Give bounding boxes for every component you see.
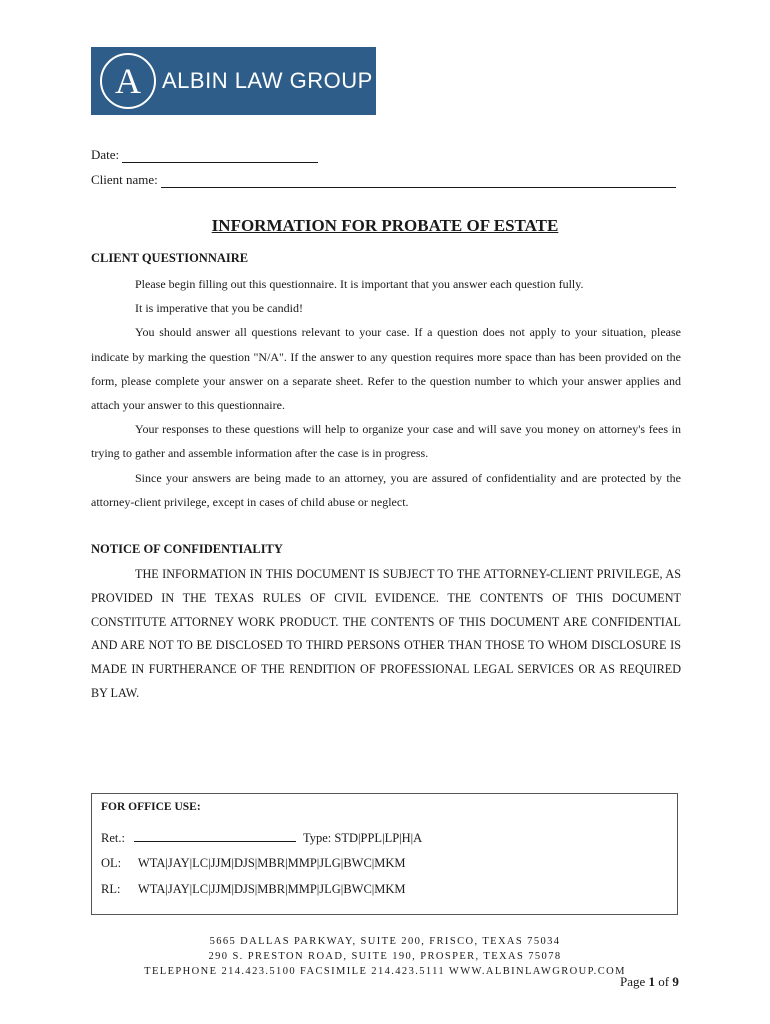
paragraph-1: Please begin filling out this questionnaire. It is important that you answer each question fully. [135, 277, 584, 291]
rl-row [101, 882, 406, 897]
client-name-field [91, 172, 676, 188]
ret-blank[interactable] [134, 829, 296, 842]
ret-row [101, 829, 422, 846]
document-title: INFORMATION FOR PROBATE OF ESTATE [211, 216, 559, 235]
page-number: Page 1 of 9 [620, 974, 679, 989]
ol-values: WTA|JAY|LC|JJM|DJS|MBR|MMP|JLG|BWC|MKM [137, 856, 406, 870]
paragraph-2: It is imperative that you be candid! [135, 301, 303, 316]
questionnaire-heading: CLIENT QUESTIONNAIRE [91, 251, 249, 265]
office-use-heading: FOR OFFICE USE: [101, 801, 201, 813]
rl-label: RL: [101, 882, 121, 896]
notice-heading: NOTICE OF CONFIDENTIALITY [91, 542, 283, 556]
paragraph-5: Since your answers are being made to an attorney, you are assured of confidentiality and are protected by the attorney-client privilege, except in cases of child abuse or neglect. [91, 470, 681, 509]
footer-address-2: 290 S. PRESTON ROAD, SUITE 190, PROSPER, TEXAS 75078 [208, 951, 562, 962]
ol-row [101, 856, 406, 871]
paragraph-3: You should answer all questions relevant to your case. If a question does not apply to your situation, please indicate by marking the question "N/A". If the answer to any question requires more space than has been provided on the form, please complete your answer on a separate sheet. Refer to the question number to which your answer applies and attach your answer to this questionnaire. [91, 325, 681, 413]
rl-values: WTA|JAY|LC|JJM|DJS|MBR|MMP|JLG|BWC|MKM [137, 882, 406, 896]
ol-label: OL: [101, 856, 122, 870]
logo-firm-name: ALBIN LAW GROUP [162, 68, 373, 93]
paragraph-4: Your responses to these questions will help to organize your case and will save you money on attorney's fees in trying to gather and assemble information after the case is in progress. [91, 422, 681, 461]
office-use-box [91, 793, 678, 915]
logo-monogram: A [100, 53, 156, 109]
firm-logo [91, 47, 376, 115]
ret-label: Ret.: [101, 831, 125, 845]
date-label: Date: [91, 147, 120, 162]
client-name-blank[interactable] [161, 173, 676, 188]
questionnaire-body [91, 272, 681, 514]
notice-body: THE INFORMATION IN THIS DOCUMENT IS SUBJECT TO THE ATTORNEY-CLIENT PRIVILEGE, AS PROVIDED IN THE TEXAS RULES OF CIVIL EVIDENCE. THE CONTENTS OF THIS DOCUMENT CONSTITUTE ATTORNEY WORK PRODUCT. THE CONTENTS OF THIS DOCUMENT ARE CONFIDENTIAL AND ARE NOT TO BE DISCLOSED TO THIRD PERSONS OTHER THAN THOSE TO WHOM DISCLOSURE IS MADE IN FURTHERANCE OF THE RENDITION OF PROFESSIONAL LEGAL SERVICES OR AS REQUIRED BY LAW. [91, 567, 681, 700]
date-blank[interactable] [122, 148, 318, 163]
type-options: Type: STD|PPL|LP|H|A [303, 831, 423, 845]
date-field [91, 147, 318, 163]
client-name-label: Client name: [91, 172, 158, 187]
footer-contact: TELEPHONE 214.423.5100 FACSIMILE 214.423.5111 WWW.ALBINLAWGROUP.COM [144, 966, 626, 977]
footer-address-1: 5665 DALLAS PARKWAY, SUITE 200, FRISCO, TEXAS 75034 [209, 936, 561, 947]
